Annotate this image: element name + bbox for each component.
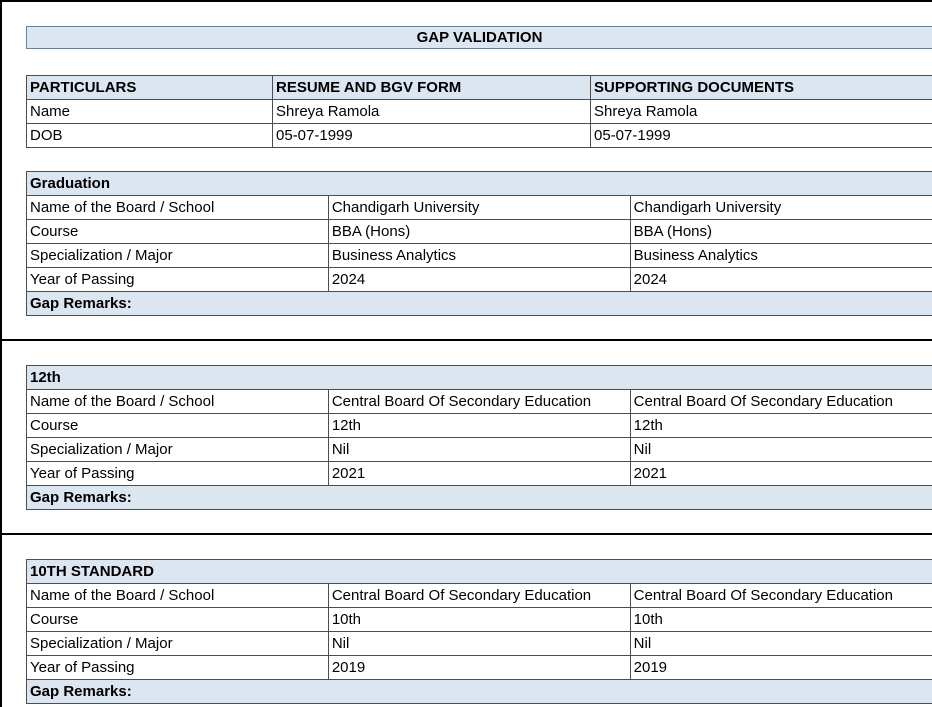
resume-value[interactable]: BBA (Hons)	[328, 220, 630, 244]
resume-value[interactable]: Shreya Ramola	[273, 100, 591, 124]
docs-value[interactable]: Chandigarh University	[630, 196, 932, 220]
table-row	[27, 390, 932, 414]
section-title[interactable]: 10TH STANDARD	[27, 560, 932, 584]
resume-value[interactable]: Chandigarh University	[328, 196, 630, 220]
resume-value[interactable]: 10th	[328, 608, 630, 632]
table-row	[27, 268, 932, 292]
section-header-row	[27, 560, 932, 584]
gap-remarks-row	[27, 292, 932, 316]
gap-remarks-label[interactable]: Gap Remarks:	[27, 680, 932, 704]
row-label[interactable]: Specialization / Major	[27, 632, 329, 656]
table-row	[27, 244, 932, 268]
frame-left-border	[0, 0, 2, 707]
row-label[interactable]: Name of the Board / School	[27, 196, 329, 220]
row-label[interactable]: Year of Passing	[27, 462, 329, 486]
docs-value[interactable]: Nil	[630, 438, 932, 462]
gap-remarks-row	[27, 680, 932, 704]
table-row	[27, 124, 932, 148]
table-row	[27, 608, 932, 632]
table-row	[27, 414, 932, 438]
section-title[interactable]: Graduation	[27, 172, 932, 196]
row-label[interactable]: Course	[27, 414, 329, 438]
table-row	[27, 632, 932, 656]
header-particulars[interactable]: PARTICULARS	[27, 76, 273, 100]
resume-value[interactable]: 12th	[328, 414, 630, 438]
resume-value[interactable]: Business Analytics	[328, 244, 630, 268]
docs-value[interactable]: Nil	[630, 632, 932, 656]
table-row	[27, 220, 932, 244]
section-title[interactable]: 12th	[27, 366, 932, 390]
tenth-table	[26, 559, 932, 704]
twelfth-table	[26, 365, 932, 510]
docs-value[interactable]: 12th	[630, 414, 932, 438]
section-separator	[0, 339, 932, 341]
docs-value[interactable]: 05-07-1999	[591, 124, 932, 148]
resume-value[interactable]: 05-07-1999	[273, 124, 591, 148]
gap-remarks-row	[27, 486, 932, 510]
row-label[interactable]: DOB	[27, 124, 273, 148]
docs-value[interactable]: Central Board Of Secondary Education	[630, 584, 932, 608]
docs-value[interactable]: Central Board Of Secondary Education	[630, 390, 932, 414]
row-label[interactable]: Name	[27, 100, 273, 124]
row-label[interactable]: Year of Passing	[27, 656, 329, 680]
header-row	[27, 76, 932, 100]
table-row	[27, 438, 932, 462]
row-label[interactable]: Name of the Board / School	[27, 390, 329, 414]
section-header-row	[27, 366, 932, 390]
resume-value[interactable]: 2019	[328, 656, 630, 680]
gap-remarks-label[interactable]: Gap Remarks:	[27, 292, 932, 316]
section-separator	[0, 533, 932, 535]
docs-value[interactable]: Shreya Ramola	[591, 100, 932, 124]
docs-value[interactable]: 2021	[630, 462, 932, 486]
table-row	[27, 584, 932, 608]
row-label[interactable]: Specialization / Major	[27, 438, 329, 462]
resume-value[interactable]: Central Board Of Secondary Education	[328, 584, 630, 608]
row-label[interactable]: Name of the Board / School	[27, 584, 329, 608]
graduation-table	[26, 171, 932, 316]
resume-value[interactable]: Nil	[328, 438, 630, 462]
gap-remarks-label[interactable]: Gap Remarks:	[27, 486, 932, 510]
resume-value[interactable]: Nil	[328, 632, 630, 656]
row-label[interactable]: Specialization / Major	[27, 244, 329, 268]
docs-value[interactable]: BBA (Hons)	[630, 220, 932, 244]
docs-value[interactable]: 10th	[630, 608, 932, 632]
resume-value[interactable]: 2021	[328, 462, 630, 486]
row-label[interactable]: Year of Passing	[27, 268, 329, 292]
docs-value[interactable]: 2019	[630, 656, 932, 680]
row-label[interactable]: Course	[27, 220, 329, 244]
frame-top-border	[0, 0, 932, 2]
docs-value[interactable]: 2024	[630, 268, 932, 292]
table-row	[27, 100, 932, 124]
header-supporting-docs[interactable]: SUPPORTING DOCUMENTS	[591, 76, 932, 100]
header-resume-bgv[interactable]: RESUME AND BGV FORM	[273, 76, 591, 100]
resume-value[interactable]: Central Board Of Secondary Education	[328, 390, 630, 414]
table-row	[27, 196, 932, 220]
row-label[interactable]: Course	[27, 608, 329, 632]
table-row	[27, 462, 932, 486]
table-row	[27, 656, 932, 680]
resume-value[interactable]: 2024	[328, 268, 630, 292]
section-header-row	[27, 172, 932, 196]
personal-details-table	[26, 75, 932, 148]
page-title: GAP VALIDATION	[26, 26, 932, 49]
docs-value[interactable]: Business Analytics	[630, 244, 932, 268]
